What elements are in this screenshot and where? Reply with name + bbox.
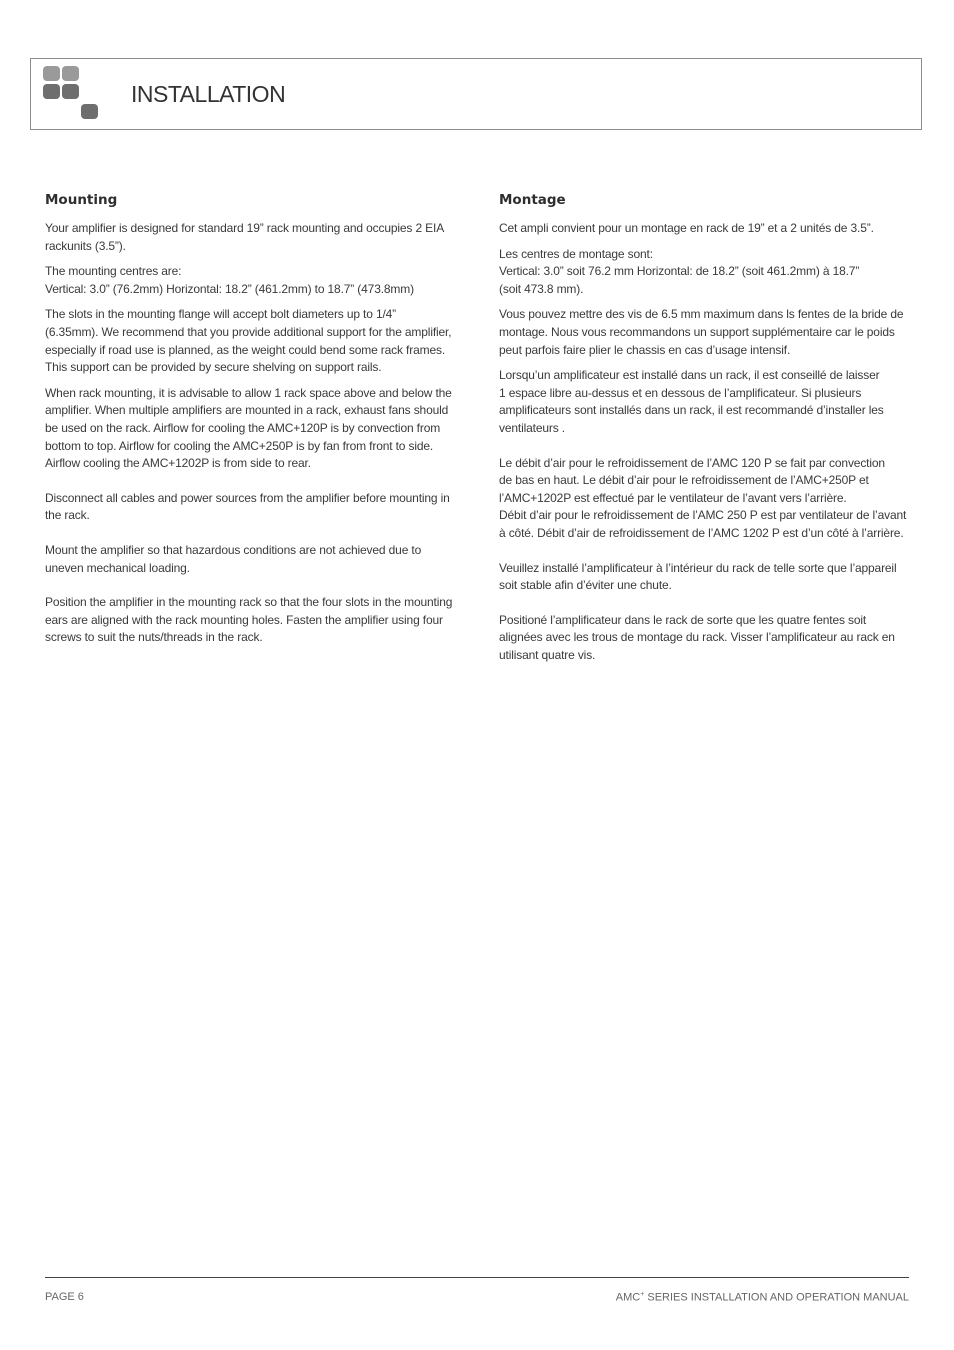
footer-divider <box>45 1277 909 1278</box>
page-number: PAGE 6 <box>45 1291 84 1303</box>
paragraph: The mounting centres are: Vertical: 3.0” (76.2mm) Horizontal: 18.2” (461.2mm) to 18.7” (473.8mm) <box>45 264 414 296</box>
french-column <box>499 190 909 672</box>
brand-logo-icon <box>41 66 101 122</box>
paragraph: Vous pouvez mettre des vis de 6.5 mm maximum dans ls fentes de la bride de montage. Nous vous recommandons un support supplémentaire car le poids peut parfois faire plier le chassis en cas d’usage intensif. <box>499 307 904 357</box>
paragraph: Lorsqu’un amplificateur est installé dans un rack, il est conseillé de laisser 1 espace libre au-dessus et en dessous de l’amplificateur. Si plusieurs amplificateurs sont installés dans un rack, il est recommandé d’installer les ventilateurs . <box>499 368 884 435</box>
manual-suffix: SERIES INSTALLATION AND OPERATION MANUAL <box>644 1291 909 1304</box>
paragraph: Cet ampli convient pour un montage en rack de 19” et a 2 unités de 3.5”. <box>499 221 874 235</box>
manual-title <box>616 1291 909 1304</box>
paragraph: Disconnect all cables and power sources from the amplifier before mounting in the rack. <box>45 490 450 523</box>
paragraph: The slots in the mounting flange will accept bolt diameters up to 1/4” (6.35mm). We recommend that you provide additional support for the amplifier, especially if road use is planned, as the weight could bend some rack frames. This support can be provided by secure shelving on support rails. <box>45 307 452 375</box>
paragraph: Your amplifier is designed for standard 19” rack mounting and occupies 2 EIA rackunits (3.5”). <box>45 221 444 253</box>
paragraph: When rack mounting, it is advisable to allow 1 rack space above and below the amplifier. When multiple amplifiers are mounted in a rack, exhaust fans should be used on the rack. Airflow for cooling the AMC+120P is by convection from bottom to top. Airflow for cooling the AMC+250P is by fan from front to side. Airflow cooling the AMC+1202P is from side to rear. <box>45 385 452 471</box>
page-header <box>30 58 922 130</box>
paragraph: Positioné l’amplificateur dans le rack de sorte que les quatre fentes soit alignées avec les trous de montage du rack. Visser l’amplificateur au rack en utilisant quatre vis. <box>499 612 895 662</box>
paragraph: Le débit d’air pour le refroidissement de l’AMC 120 P se fait par convection de bas en haut. Le débit d’air pour le refroidissement de l’AMC+250P et l’AMC+1202P est effectué par le ventilateur de l’avant vers l’arrière. Débit d’air pour le refroidissement de l’AMC 250 P est par ventilateur de l’avant à côté. Débit d’air de refroidissement de l’AMC 1202 P est d’un côté à l’arrière. <box>499 455 907 540</box>
english-column <box>45 190 455 655</box>
paragraph: Mount the amplifier so that hazardous conditions are not achieved due to uneven mechanical loading. <box>45 542 422 575</box>
section-heading: Montage <box>499 192 566 208</box>
section-heading: Mounting <box>45 192 118 208</box>
paragraph: Veuillez installé l’amplificateur à l’intérieur du rack de telle sorte que l’appareil soit stable afin d’éviter une chute. <box>499 560 897 593</box>
page-title: INSTALLATION <box>131 81 286 107</box>
paragraph: Position the amplifier in the mounting rack so that the four slots in the mounting ears are aligned with the rack mounting holes. Fasten the amplifier using four screws to suit the nuts/threads in the rack. <box>45 595 453 645</box>
manual-superscript: + <box>640 1291 645 1298</box>
manual-prefix: AMC <box>615 1291 641 1304</box>
paragraph: Les centres de montage sont: Vertical: 3.0” soit 76.2 mm Horizontal: de 18.2” (soit 461.2mm) à 18.7” (soit 473.8 mm). <box>499 246 860 296</box>
